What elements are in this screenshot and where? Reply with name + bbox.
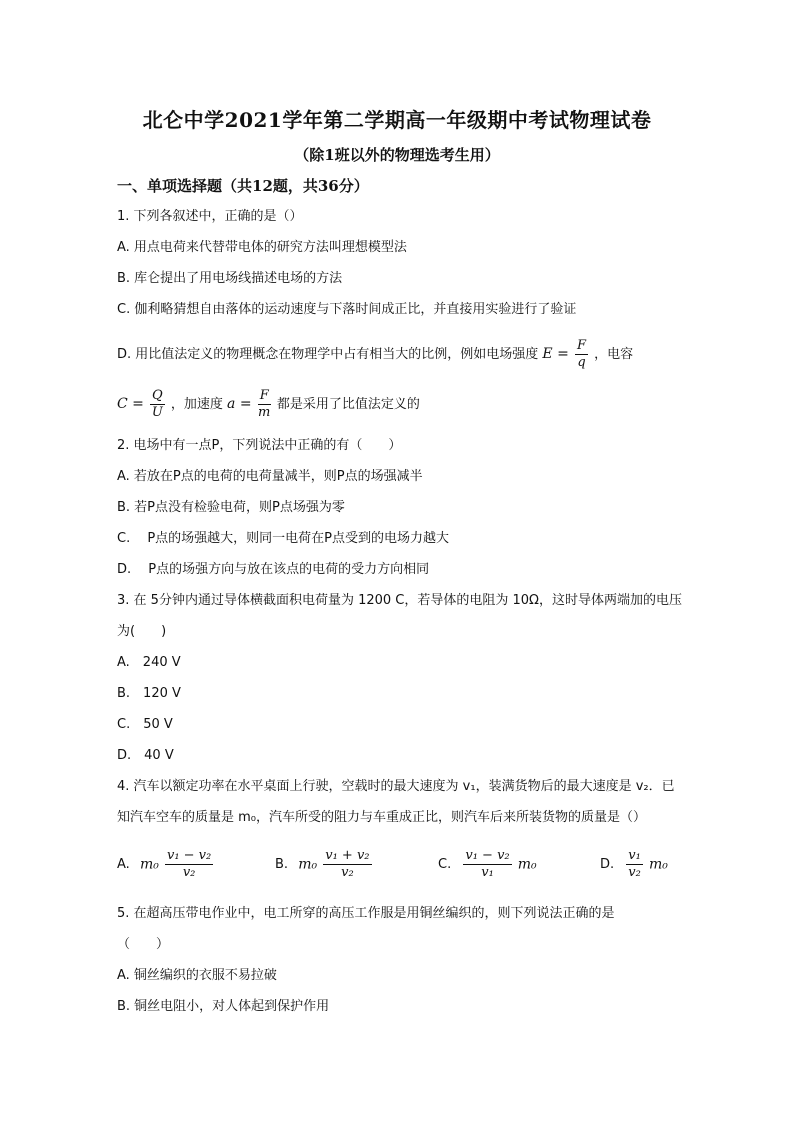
q4-option-b-fraction xyxy=(323,848,371,881)
q1-option-d-text: D. 用比值法定义的物理概念在物理学中占有相当大的比例，例如电场强度 xyxy=(117,347,539,362)
q1-option-d-end: 都是采用了比值法定义的 xyxy=(276,397,420,412)
q4-option-c-m0: m₀ xyxy=(517,856,537,873)
q4-option-b-denominator: v₂ xyxy=(341,865,354,880)
q2-option-d: D. P点的场强方向与放在该点的电荷的受力方向相同 xyxy=(117,562,430,577)
q4-option-d xyxy=(600,848,668,881)
q4-option-a-denominator: v₂ xyxy=(182,865,196,880)
q2-option-c: C. P点的场强越大，则同一电荷在P点受到的电场力越大 xyxy=(117,531,450,546)
q4-stem-line1: 4. 汽车以额定功率在水平桌面上行驶，空载时的最大速度为 v₁，装满货物后的最大速度是 v₂．已 xyxy=(117,779,675,794)
q4-option-c-numerator: v₁ − v₂ xyxy=(465,848,510,863)
c-fraction xyxy=(150,388,165,421)
q4-option-b-m0: m₀ xyxy=(298,856,318,873)
q4-option-a-m0: m₀ xyxy=(139,856,159,873)
q2-stem: 2. 电场中有一点P，下列说法中正确的有（ ） xyxy=(117,438,402,453)
e-symbol: E = xyxy=(542,346,569,362)
c-symbol: C = xyxy=(117,396,144,412)
q4-option-a-label: A. xyxy=(117,857,130,872)
q4-option-c-fraction xyxy=(463,848,511,881)
a-fraction xyxy=(258,388,271,421)
q1-option-a: A. 用点电荷来代替带电体的研究方法叫理想模型法 xyxy=(117,240,407,255)
q4-option-c xyxy=(438,848,537,881)
q1-option-b: B. 库仑提出了用电场线描述电场的方法 xyxy=(117,271,343,286)
q4-option-d-numerator: v₁ xyxy=(628,848,641,863)
q2-option-b: B. 若P点没有检验电荷，则P点场强为零 xyxy=(117,500,345,515)
section-header: 一、单项选择题（共12题，共36分） xyxy=(117,177,369,195)
q4-option-c-label: C. xyxy=(438,857,452,872)
q4-option-a xyxy=(117,848,215,881)
q4-option-b-numerator: v₁ + v₂ xyxy=(325,848,370,863)
q1-option-d-line1 xyxy=(117,338,633,371)
q1-option-d-line2 xyxy=(117,388,420,421)
e-numerator: F xyxy=(576,338,586,353)
e-fraction xyxy=(575,338,588,371)
q4-stem-line2: 知汽车空车的质量是 m₀，汽车所受的阻力与车重成正比，则汽车后来所装货物的质量是（） xyxy=(117,810,647,825)
a-numerator: F xyxy=(259,388,269,403)
q2-option-a: A. 若放在P点的电荷的电荷量减半，则P点的场强减半 xyxy=(117,469,423,484)
q5-stem-line1: 5. 在超高压带电作业中，电工所穿的高压工作服是用铜丝编织的，则下列说法正确的是 xyxy=(117,906,615,921)
q1-option-d-mid: ，加速度 xyxy=(170,397,223,412)
q1-option-c: C. 伽利略猜想自由落体的运动速度与下落时间成正比，并直接用实验进行了验证 xyxy=(117,302,577,317)
a-symbol: a = xyxy=(227,396,252,412)
exam-subtitle: （除1班以外的物理选考生用） xyxy=(294,146,500,164)
e-denominator: q xyxy=(577,355,586,370)
q4-option-b-label: B. xyxy=(275,857,289,872)
q4-option-a-numerator: v₁ − v₂ xyxy=(166,848,212,863)
q4-option-c-denominator: v₁ xyxy=(481,865,494,880)
q4-option-b xyxy=(275,848,374,881)
q3-option-d: D. 40 V xyxy=(117,748,174,763)
c-numerator: Q xyxy=(152,388,163,403)
q1-stem: 1. 下列各叙述中，正确的是（） xyxy=(117,209,303,224)
a-denominator: m xyxy=(258,405,271,420)
c-denominator: U xyxy=(151,405,163,420)
q5-option-a: A. 铜丝编织的衣服不易拉破 xyxy=(117,968,277,983)
q4-option-d-m0: m₀ xyxy=(649,856,668,873)
q5-stem-line2: （ ） xyxy=(117,937,170,952)
q4-option-d-fraction xyxy=(626,848,643,881)
exam-title: 北仑中学2021学年第二学期高一年级期中考试物理试卷 xyxy=(142,108,652,132)
q5-option-b: B. 铜丝电阻小，对人体起到保护作用 xyxy=(117,999,330,1014)
q1-option-d-text-2: ，电容 xyxy=(594,347,634,362)
q4-option-a-fraction xyxy=(165,848,213,881)
q4-option-d-label: D. xyxy=(600,857,615,872)
q4-option-d-denominator: v₂ xyxy=(628,865,641,880)
q3-stem-line1: 3. 在 5分钟内通过导体横截面积电荷量为 1200 C，若导体的电阻为 10Ω，这时导体两端加的电压 xyxy=(117,593,682,608)
q3-stem-line2: 为( ) xyxy=(117,624,167,639)
q3-option-c: C. 50 V xyxy=(117,717,173,732)
q3-option-a: A. 240 V xyxy=(117,655,181,670)
q3-option-b: B. 120 V xyxy=(117,686,181,701)
